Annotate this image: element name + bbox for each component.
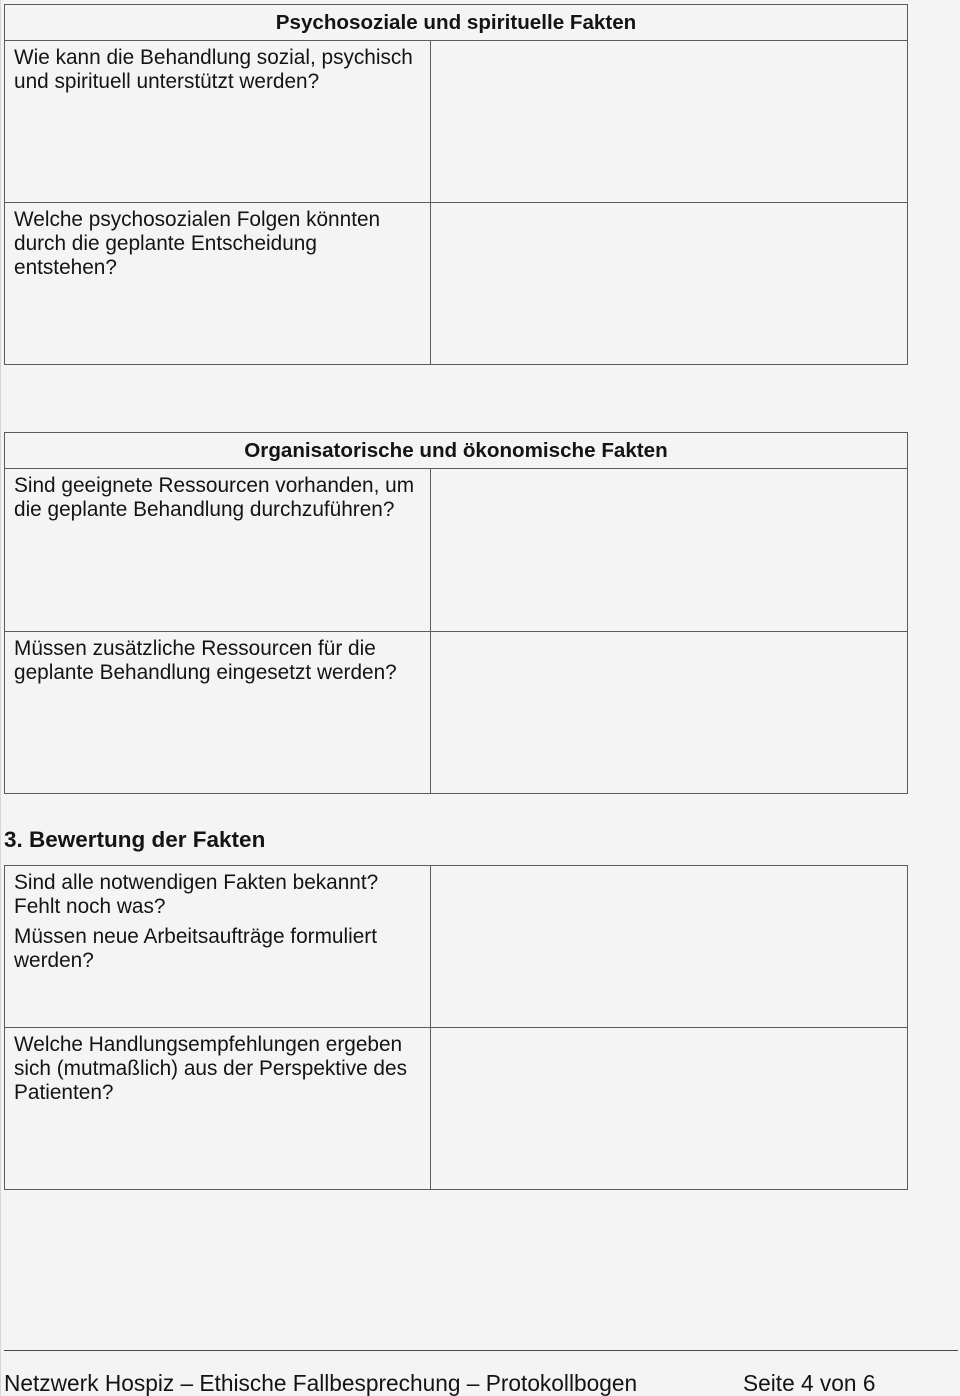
question-line: Wie kann die Behandlung sozial, psychisch xyxy=(14,46,413,69)
question-line: Sind alle notwendigen Fakten bekannt? xyxy=(14,871,379,894)
question-paragraph xyxy=(14,208,421,280)
question-line: und spirituell unterstützt werden? xyxy=(14,70,320,93)
table-evaluation-of-facts xyxy=(4,865,908,1190)
table-row xyxy=(5,1027,907,1189)
page-number: Seite 4 von 6 xyxy=(743,1370,876,1396)
table-row xyxy=(5,631,907,794)
table-organizational-economic-facts xyxy=(4,432,908,794)
table-title: Organisatorische und ökonomische Fakten xyxy=(5,433,907,469)
answer-cell xyxy=(431,866,907,1027)
answer-cell xyxy=(431,469,907,631)
question-line: geplante Behandlung eingesetzt werden? xyxy=(14,660,397,684)
question-line: durch die geplante Entscheidung xyxy=(14,232,317,255)
footer-document-title: Netzwerk Hospiz – Ethische Fallbesprechung – Protokollbogen xyxy=(4,1370,638,1396)
question-paragraph xyxy=(14,1033,421,1105)
page-edge xyxy=(0,0,1,1396)
question-line: Fehlt noch was? xyxy=(14,895,166,918)
question-cell xyxy=(5,469,431,631)
question-paragraph xyxy=(14,925,421,973)
question-cell xyxy=(5,1028,431,1189)
question-line: sich (mutmaßlich) aus der Perspektive des xyxy=(14,1057,407,1080)
answer-cell xyxy=(431,632,907,794)
question-line: die geplante Behandlung durchzuführen? xyxy=(14,498,395,521)
question-paragraph xyxy=(14,474,421,522)
table-row xyxy=(5,41,907,202)
question-cell xyxy=(5,203,431,364)
answer-cell xyxy=(431,41,907,202)
table-psychosocial-spiritual-facts xyxy=(4,4,908,365)
question-cell xyxy=(5,41,431,202)
section-heading: 3. Bewertung der Fakten xyxy=(4,827,266,852)
table-row xyxy=(5,866,907,1027)
question-line: Sind geeignete Ressourcen vorhanden, um xyxy=(14,474,415,497)
question-cell xyxy=(5,632,431,794)
question-paragraph xyxy=(14,637,421,685)
question-line: Welche psychosozialen Folgen könnten xyxy=(14,208,381,231)
question-cell xyxy=(5,866,431,1027)
answer-cell xyxy=(431,1028,907,1189)
table-row xyxy=(5,469,907,631)
question-line: Müssen zusätzliche Ressourcen für die xyxy=(14,636,376,660)
question-paragraph xyxy=(14,871,421,919)
answer-cell xyxy=(431,203,907,364)
footer-divider xyxy=(4,1350,958,1351)
question-paragraph xyxy=(14,46,421,94)
table-title: Psychosoziale und spirituelle Fakten xyxy=(5,5,907,41)
question-line: Welche Handlungsempfehlungen ergeben xyxy=(14,1033,403,1056)
question-line: Müssen neue Arbeitsaufträge formuliert xyxy=(14,925,377,948)
question-line: werden? xyxy=(14,949,94,972)
question-line: Patienten? xyxy=(14,1081,114,1104)
table-row xyxy=(5,202,907,364)
question-line: entstehen? xyxy=(14,256,117,279)
